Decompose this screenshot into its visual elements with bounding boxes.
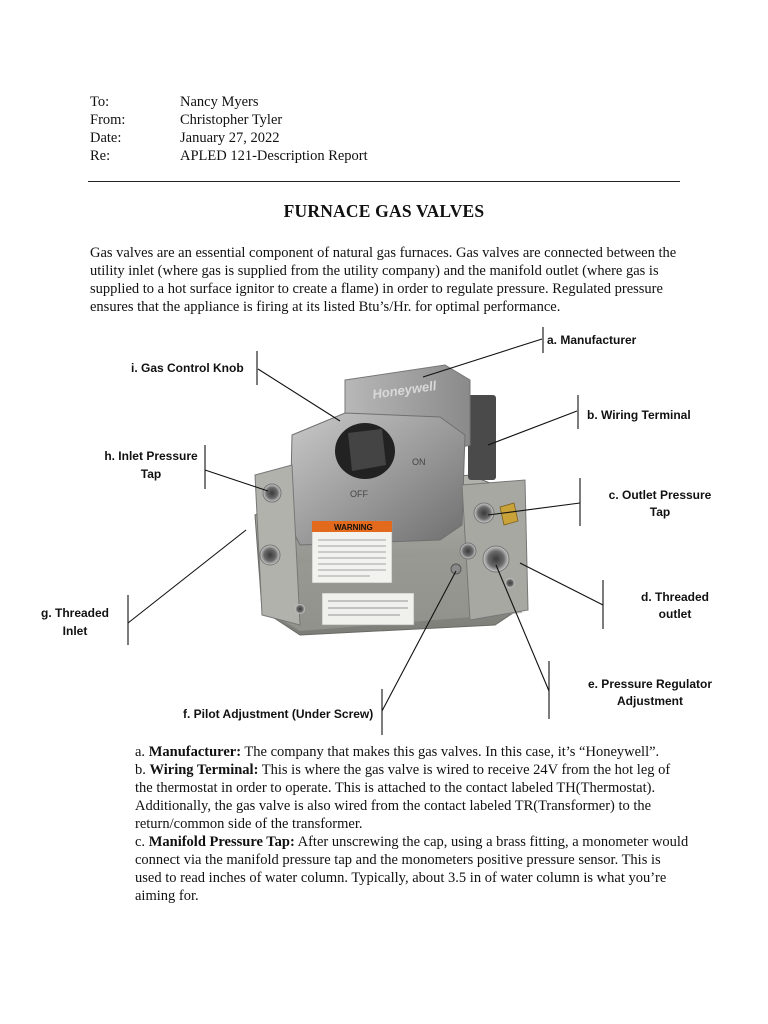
definition-b: [135, 761, 690, 833]
leader-b: [488, 411, 577, 445]
inlet-pressure-tap: [263, 484, 281, 502]
definition-a-text: The company that makes this gas valves. In this case, it’s “Honeywell”.: [241, 744, 660, 760]
outlet-pressure-tap: [474, 503, 494, 523]
definition-b-text: This is where the gas valve is wired to receive 24V from the hot leg of the thermostat in order to operate. This is attached to the contact labeled TH(Thermostat). Additionally, the gas valve is also wired from the contact labeled TR(Transformer) to the return/common side of the transformer.: [135, 762, 671, 832]
memo-to-label: To:: [90, 94, 110, 110]
warning-label-text: WARNING: [334, 523, 373, 532]
callout-i: i. Gas Control Knob: [131, 361, 244, 375]
leader-g: [128, 530, 246, 623]
callout-e-line1: e. Pressure Regulator: [587, 677, 713, 691]
threaded-outlet-port: [483, 546, 509, 572]
pilot-adjust-screw: [451, 564, 461, 574]
callout-c-line1: c. Outlet Pressure: [608, 488, 712, 502]
definition-b-term: Wiring Terminal:: [149, 762, 259, 778]
definition-a-term: Manufacturer:: [148, 744, 242, 760]
callout-b: b. Wiring Terminal: [587, 408, 691, 422]
callout-h-line2: Tap: [140, 467, 162, 481]
definitions-list: [135, 743, 690, 905]
definition-c-term: Manifold Pressure Tap:: [148, 834, 295, 850]
definition-a: [135, 743, 690, 761]
knob-off-label: OFF: [350, 489, 368, 499]
rating-label: [322, 593, 414, 625]
memo-from-value: Christopher Tyler: [180, 112, 283, 128]
intro-paragraph: Gas valves are an essential component of natural gas furnaces. Gas valves are connected between the utility inlet (where gas is supplied from the utility company) and the manifold outlet (where gas is supplied to a hot surface ignitor to create a flame) in order to regulate pressure. Regulated pressure ensures that the appliance is firing at its listed Btu’s/Hr. for optimal performance.: [90, 245, 677, 315]
callout-h-line1: h. Inlet Pressure: [104, 449, 198, 463]
definition-c-text: After unscrewing the cap, using a brass fitting, a monometer would connect via the manifold pressure tap and the monometers positive pressure sensor. This is used to read inches of water column. Typically, about 3.5 in of water column is what you’re aiming for.: [135, 834, 689, 904]
threaded-inlet-port: [260, 545, 280, 565]
wiring-terminal-block: [468, 395, 496, 480]
mount-screw-2: [295, 604, 305, 614]
definition-c-prefix: c.: [135, 834, 149, 850]
memo-date-label: Date:: [90, 130, 122, 146]
memo-re-value: APLED 121-Description Report: [180, 148, 368, 164]
memo-re-label: Re:: [90, 148, 111, 164]
callout-d-line2: outlet: [658, 607, 692, 621]
honeywell-logo: Honeywell: [371, 378, 438, 402]
memo-from-row: [90, 111, 368, 129]
definition-b-prefix: b.: [135, 762, 150, 778]
gas-valve-photo: [255, 365, 528, 635]
gas-valve-diagram: [0, 325, 768, 735]
callout-g-line2: Inlet: [62, 624, 88, 638]
leader-a: [423, 339, 542, 377]
callout-f: f. Pilot Adjustment (Under Screw): [183, 707, 374, 721]
memo-from-label: From:: [90, 112, 126, 128]
memo-to-row: [90, 93, 368, 111]
memo-date-value: January 27, 2022: [180, 130, 280, 146]
memo-header: [90, 93, 368, 165]
memo-date-row: [90, 129, 368, 147]
leader-i: [258, 369, 340, 421]
callout-a: a. Manufacturer: [547, 333, 637, 347]
definition-a-prefix: a.: [135, 744, 149, 760]
header-divider: [88, 181, 680, 182]
knob-on-label: ON: [412, 457, 426, 467]
memo-re-row: [90, 147, 368, 165]
leader-d: [520, 563, 603, 605]
knob-pointer: [348, 429, 386, 471]
callout-e-line2: Adjustment: [617, 694, 683, 708]
definition-c: [135, 833, 690, 905]
callout-c-line2: Tap: [649, 505, 671, 519]
regulator-cap: [460, 543, 476, 559]
callout-g-line1: g. Threaded: [40, 606, 110, 620]
mount-screw-1: [505, 578, 515, 588]
document-title: FURNACE GAS VALVES: [283, 201, 485, 221]
memo-to-value: Nancy Myers: [180, 94, 259, 110]
callout-d-line1: d. Threaded: [640, 590, 710, 604]
